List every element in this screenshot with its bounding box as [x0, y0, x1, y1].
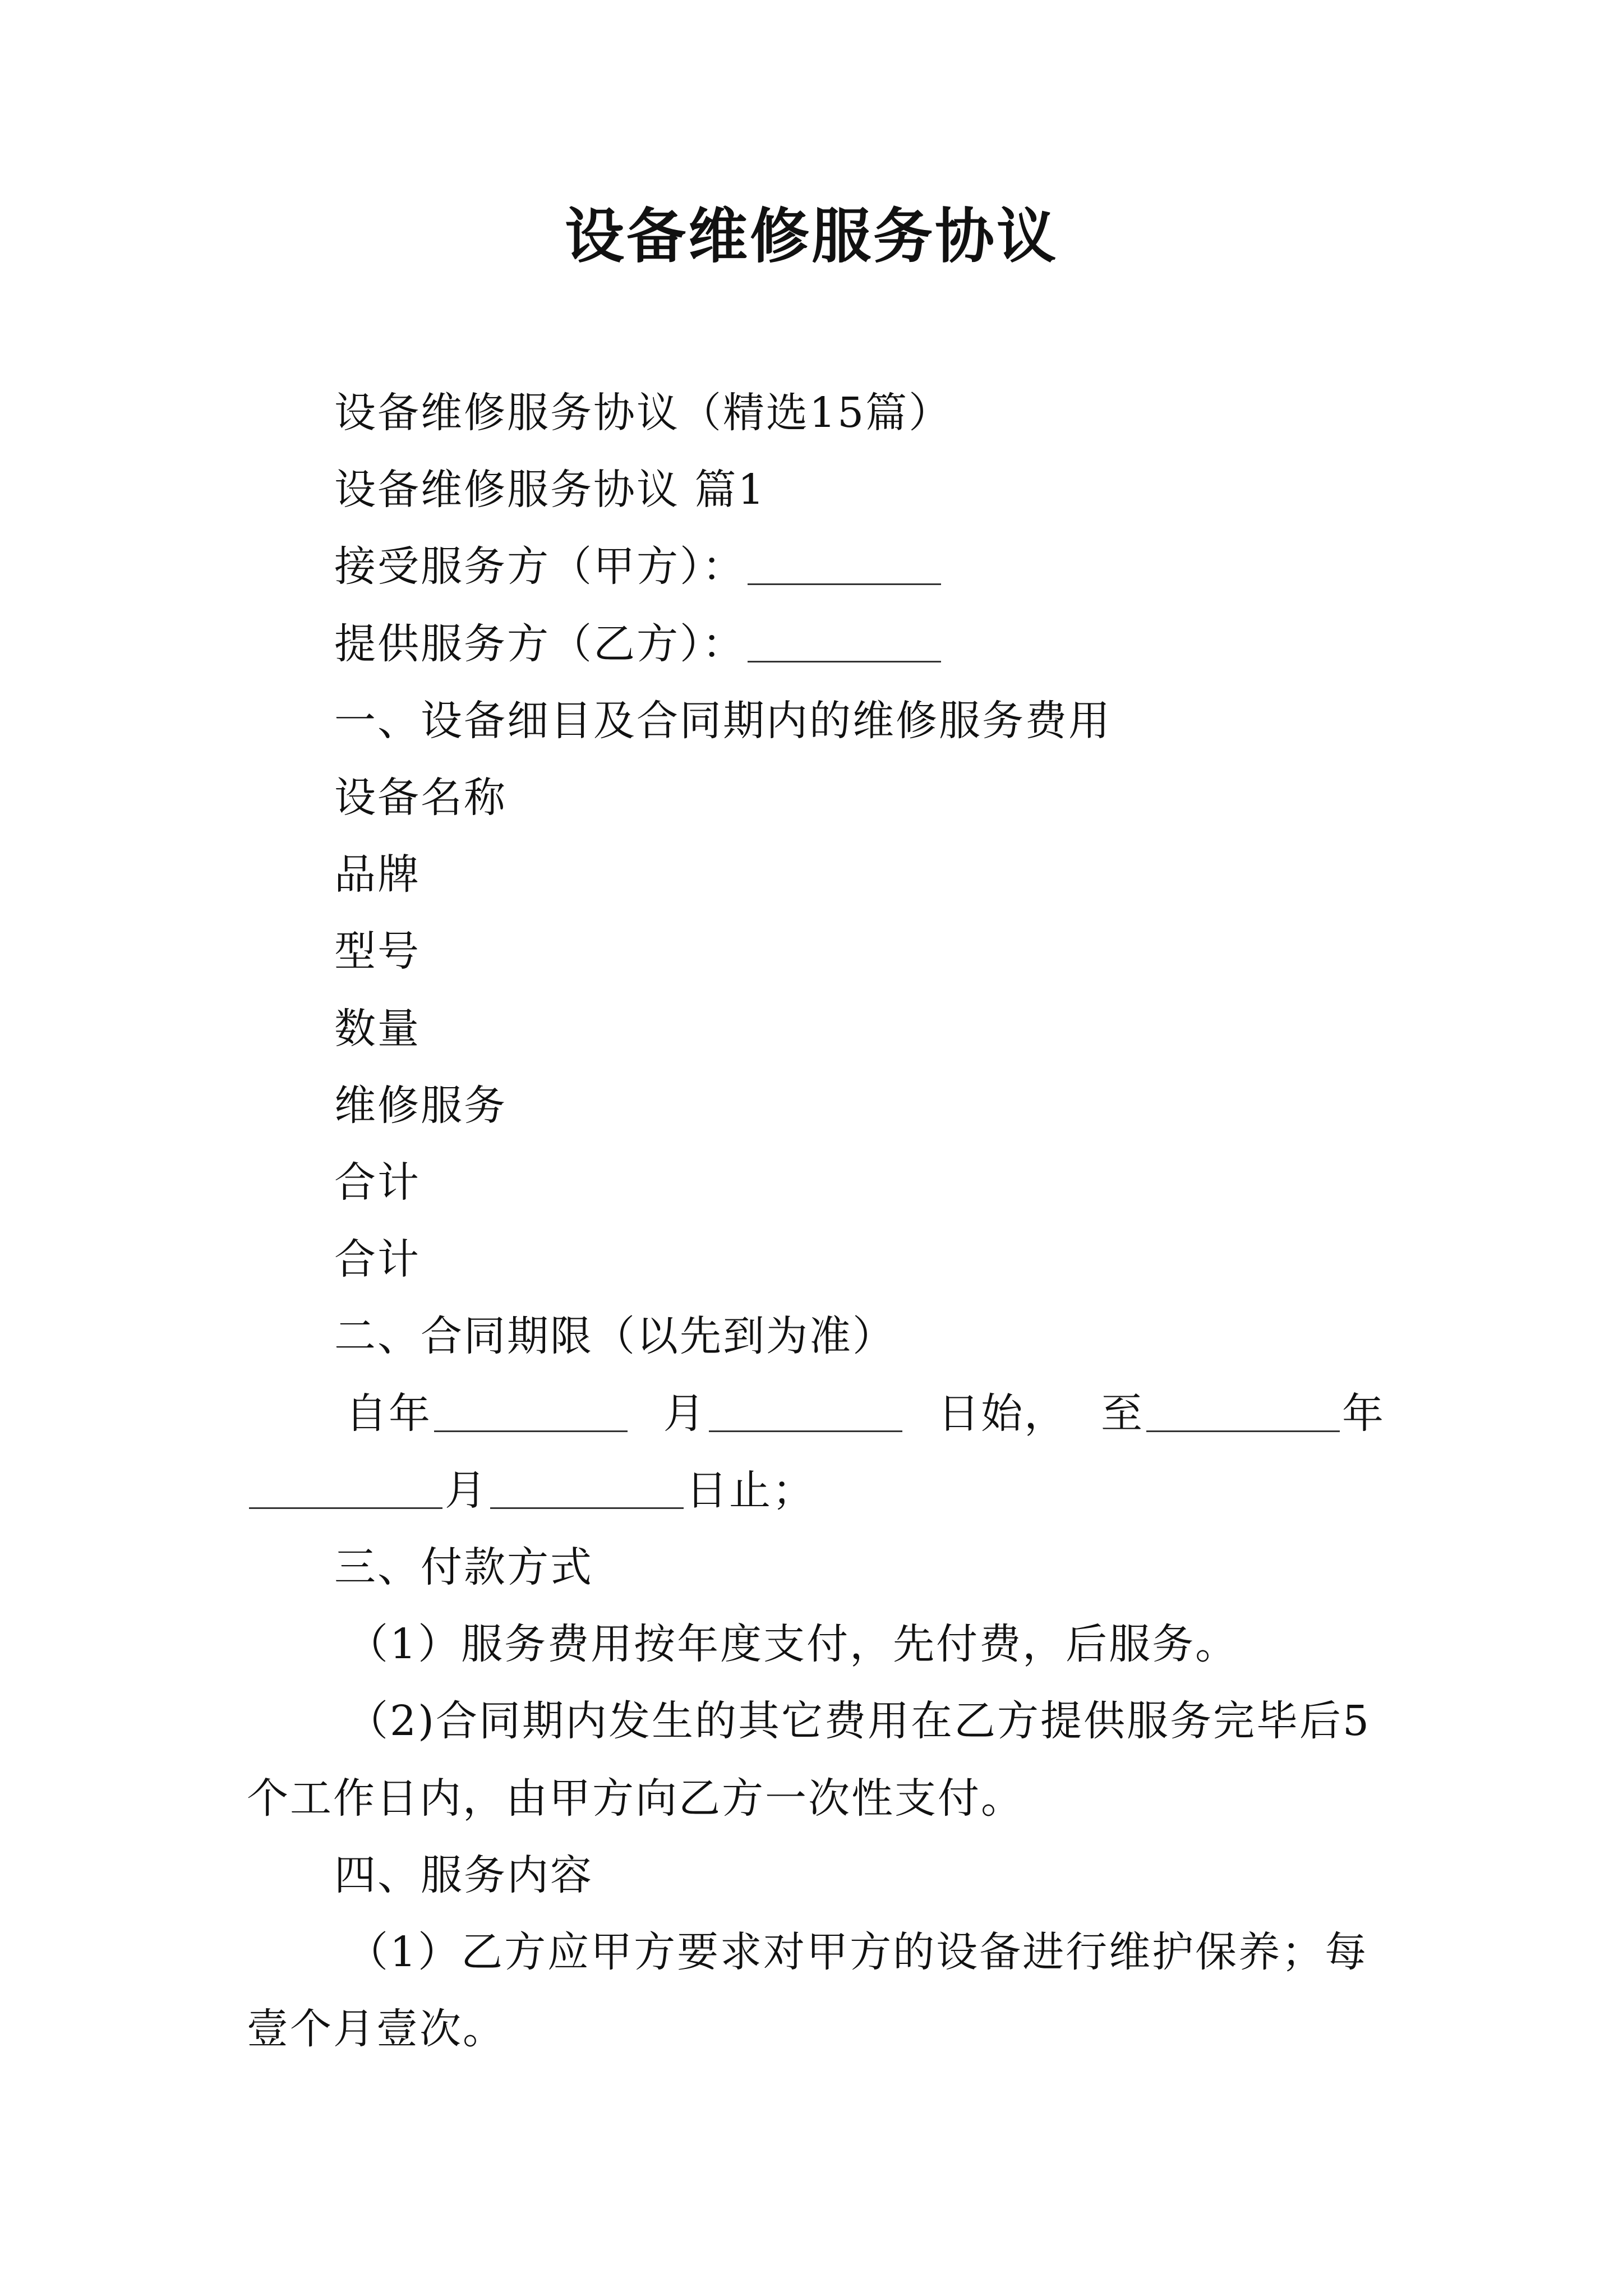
party-b-line: [247, 606, 1385, 683]
term-start-month-text: 月: [663, 1375, 905, 1452]
party-a-line: [247, 528, 1385, 605]
end-year-blank: [1146, 1393, 1340, 1432]
term-start-line: [247, 1375, 1385, 1452]
party-a-label: 接受服务方（甲方）：: [334, 542, 745, 591]
payment-item-2-cont: 个工作日内，由甲方向乙方一次性支付。: [247, 1774, 1024, 1823]
term-end-line: 月 日止；: [247, 1452, 1385, 1529]
field-repair-service: 维修服务: [334, 1081, 507, 1130]
term-start-year-text: 自年: [345, 1375, 630, 1452]
field-quantity: 数量: [334, 1004, 421, 1053]
payment-item-1: （1）服务费用按年度支付，先付费，后服务。: [347, 1620, 1239, 1669]
payment-item-2: （2)合同期内发生的其它费用在乙方提供服务完毕后5: [347, 1697, 1371, 1746]
clause-1-heading: 一、设备细目及合同期内的维修服务费用: [334, 696, 1112, 745]
clause-3-heading: 三、付款方式: [334, 1543, 593, 1592]
party-b-label: 提供服务方（乙方）：: [334, 619, 745, 668]
party-b-blank: [748, 624, 941, 662]
service-item-1-cont: 壹个月壹次。: [247, 2005, 506, 2054]
end-day-blank: [490, 1470, 684, 1509]
document-body: [247, 375, 1385, 2068]
field-model: 型号: [334, 927, 421, 976]
start-year-blank: [434, 1393, 628, 1432]
document-title: 设备维修服务协议: [565, 202, 1058, 271]
term-start-day-text: 日始，: [938, 1389, 1068, 1438]
field-brand: 品牌: [334, 850, 421, 899]
start-month-blank: [709, 1393, 902, 1432]
term-end-year-text: 至 年: [1100, 1389, 1385, 1438]
end-month-blank: [249, 1470, 442, 1509]
field-total-2: 合计: [334, 1235, 421, 1284]
field-equipment-name: 设备名称: [334, 774, 507, 822]
clause-4-heading: 四、服务内容: [334, 1851, 593, 1899]
service-item-1: （1）乙方应甲方要求对甲方的设备进行维护保养；每: [347, 1928, 1368, 1977]
field-total-1: 合计: [334, 1158, 421, 1207]
section-heading-part1: 设备维修服务协议 篇1: [334, 466, 766, 514]
party-a-blank: [748, 546, 941, 585]
doc-subtitle: 设备维修服务协议（精选15篇）: [334, 389, 952, 437]
clause-2-heading: 二、合同期限（以先到为准）: [334, 1312, 896, 1361]
